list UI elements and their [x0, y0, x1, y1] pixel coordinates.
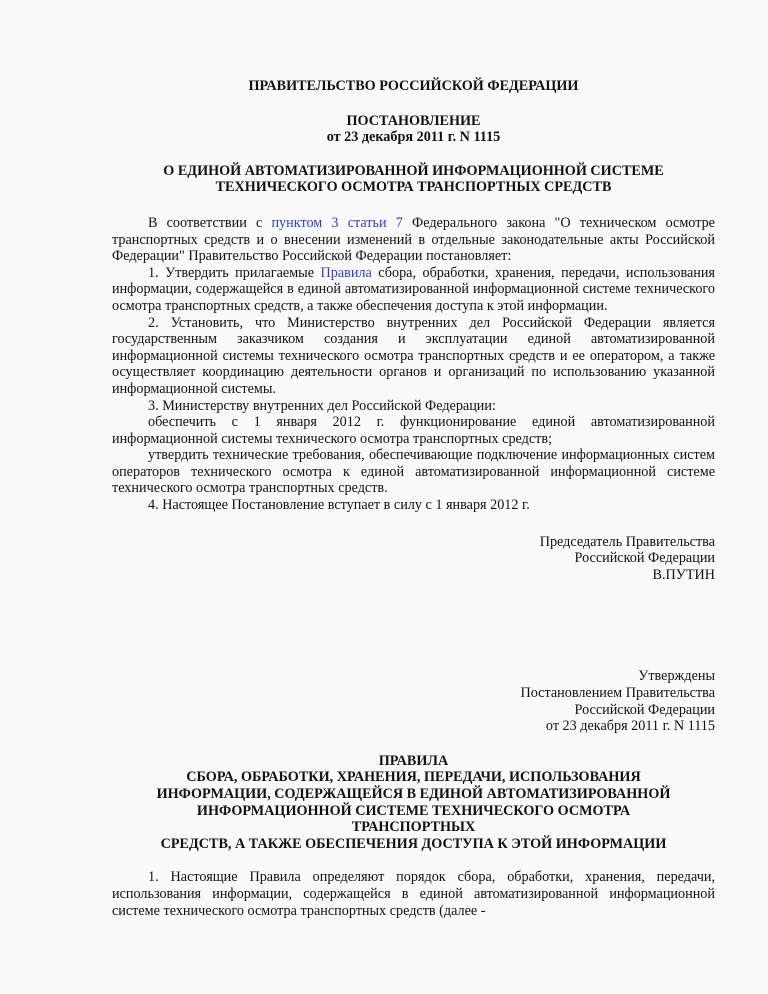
- rules-title: [112, 753, 715, 853]
- paragraph-item-1: [112, 265, 715, 315]
- rules-title-line-1: ПРАВИЛА: [378, 752, 449, 769]
- rules-paragraph-1: 1. Настоящие Правила определяют порядок сбора, обработки, хранения, передачи, использования информации, содержащейся в единой автоматизированной информационной системе технического осмотра транспортных средств (далее -: [112, 869, 715, 919]
- approval-line-1: Утверждены: [638, 668, 715, 685]
- rules-title-line-2: СБОРА, ОБРАБОТКИ, ХРАНЕНИЯ, ПЕРЕДАЧИ, ИСПОЛЬЗОВАНИЯ: [186, 769, 641, 786]
- signature-line-1: Председатель Правительства: [539, 533, 715, 550]
- rules-title-line-4: ИНФОРМАЦИОННОЙ СИСТЕМЕ ТЕХНИЧЕСКОГО ОСМОТРА: [196, 802, 631, 819]
- approval-line-4: от 23 декабря 2011 г. N 1115: [545, 718, 715, 735]
- decree-title-line-1: О ЕДИНОЙ АВТОМАТИЗИРОВАННОЙ ИНФОРМАЦИОННОЙ СИСТЕМЕ: [163, 162, 664, 179]
- rules-title-line-5: ТРАНСПОРТНЫХ: [351, 819, 476, 836]
- rules-title-line-3: ИНФОРМАЦИИ, СОДЕРЖАЩЕЙСЯ В ЕДИНОЙ АВТОМАТИЗИРОВАННОЙ: [156, 786, 671, 802]
- signature-line-3: В.ПУТИН: [652, 566, 715, 583]
- paragraph-item-3-sub-2: утвердить технические требования, обеспечивающие подключение информационных систем операторов технического осмотра к единой автоматизированной информационной системе технического осмотра транспортных средств.: [112, 447, 715, 497]
- paragraph-item-3: 3. Министерству внутренних дел Российской Федерации:: [148, 397, 496, 414]
- approval-block: [112, 668, 715, 734]
- rules-title-line-6: СРЕДСТВ, А ТАКЖЕ ОБЕСПЕЧЕНИЯ ДОСТУПА К ЭТОЙ ИНФОРМАЦИИ: [160, 835, 667, 852]
- paragraph-item-2: 2. Установить, что Министерство внутренних дел Российской Федерации является государственным заказчиком создания и эксплуатации единой автоматизированной информационной системы технического осмотра транспортных средств и ее оператором, а также осуществляет координацию деятельности органов и организаций по использованию указанной информационной системы.: [112, 314, 715, 397]
- document-content: [112, 78, 715, 919]
- signature-block: [112, 534, 715, 584]
- decree-type: ПОСТАНОВЛЕНИЕ: [346, 112, 481, 129]
- preamble-text-end: Федерального закона "О техническом осмотре транспортных средств и о внесении изменений в отдельные законодательные акты Российской Федерации" Правительство Российской Федерации постановляет:: [112, 214, 715, 265]
- paragraph-preamble: [112, 215, 715, 265]
- signature-line-2: Российской Федерации: [574, 550, 715, 567]
- decree-heading: [112, 113, 715, 146]
- item-1-text-end: сбора, обработки, хранения, передачи, использования информации, содержащейся в единой автоматизированной информационной системе технического осмотра транспортных средств, а также обеспечения доступа к этой информации.: [112, 264, 715, 314]
- rules-link[interactable]: Правила: [320, 264, 372, 281]
- article-link[interactable]: пунктом 3 статьи 7: [271, 214, 403, 231]
- government-heading: ПРАВИТЕЛЬСТВО РОССИЙСКОЙ ФЕДЕРАЦИИ: [248, 78, 579, 94]
- item-1-text-start: 1. Утвердить прилагаемые: [148, 264, 321, 281]
- decree-title: [112, 163, 715, 196]
- approval-line-3: Российской Федерации: [574, 701, 715, 718]
- decree-date: от 23 декабря 2011 г. N 1115: [326, 129, 501, 146]
- preamble-text-start: В соответствии с: [148, 214, 272, 231]
- paragraph-item-3-sub-1: обеспечить с 1 января 2012 г. функционирование единой автоматизированной информационной системы технического осмотра транспортных средств;: [112, 414, 715, 447]
- approval-line-2: Постановлением Правительства: [520, 685, 715, 702]
- decree-title-line-2: ТЕХНИЧЕСКОГО ОСМОТРА ТРАНСПОРТНЫХ СРЕДСТВ: [215, 179, 612, 196]
- paragraph-item-4: 4. Настоящее Постановление вступает в силу с 1 января 2012 г.: [148, 497, 530, 514]
